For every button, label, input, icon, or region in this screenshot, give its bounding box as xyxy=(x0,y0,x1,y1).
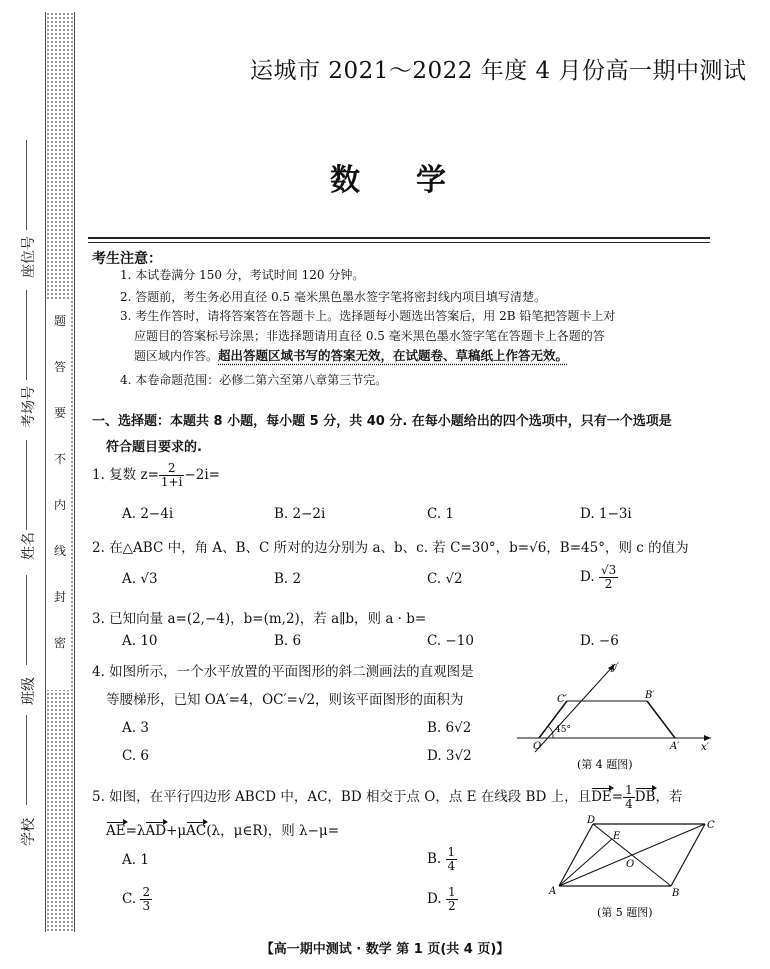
q4-option-d: D. 3√2 xyxy=(427,748,472,764)
class-line xyxy=(26,575,27,665)
option-label: B. xyxy=(427,851,446,867)
question-5-stem-2 xyxy=(106,819,339,839)
option-value: √2 xyxy=(445,571,463,587)
q5-option-a: A. 1 xyxy=(122,852,149,868)
seal-char: 线 xyxy=(53,544,66,558)
q3-option-b: B. 6 xyxy=(274,633,302,649)
frac-num: 2 xyxy=(159,462,185,476)
seat-number-label: 座位号 xyxy=(21,236,37,278)
frac-num: 1 xyxy=(447,885,456,899)
school-line xyxy=(26,715,27,805)
question-3-stem: 3. 已知向量 a=(2,−4)，b=(m,2)，若 a∥b，则 a · b= xyxy=(92,611,427,627)
frac-den: 2 xyxy=(447,899,456,913)
section-heading-line: 一、选择题：本题共 8 小题，每小题 5 分，共 40 分. 在每小题给出的四个选项中，只有一个选项是 xyxy=(92,414,672,429)
seal-char: 不 xyxy=(53,452,66,466)
fig5-label-o: O xyxy=(626,859,635,870)
seal-char: 要 xyxy=(53,406,66,420)
q1-stem-text: −2i= xyxy=(184,467,220,483)
q1-option-b: B. 2−2i xyxy=(274,506,326,522)
q3-option-d: D. −6 xyxy=(580,633,619,649)
q3-option-c: C. −10 xyxy=(427,633,474,649)
notice-text: 题区域内作答。 xyxy=(134,349,219,363)
q5-d-fraction xyxy=(446,886,458,913)
vector-db: DB xyxy=(634,789,656,805)
q5-eq: = xyxy=(611,789,624,805)
frac-den: 4 xyxy=(625,797,633,811)
q1-option-a: A. 2−4i xyxy=(122,506,174,522)
q5-stem-text: ，若 xyxy=(655,789,683,805)
fig4-angle: 45° xyxy=(555,725,571,735)
exam-room-label: 考场号 xyxy=(21,386,37,428)
frac-den: 3 xyxy=(142,899,151,913)
q3-option-a: A. 10 xyxy=(122,633,158,649)
notice-emphasis: 超出答题区域书写的答案无效，在试题卷、草稿纸上作答无效。 xyxy=(218,348,569,363)
fig4-caption: (第 4 题图) xyxy=(577,758,633,771)
notice-title: 考生注意： xyxy=(92,251,162,267)
q5-fraction xyxy=(623,784,635,811)
fig4-label-a: A′ xyxy=(670,741,680,752)
option-label: C. xyxy=(122,891,141,907)
fig4-label-b: B′ xyxy=(645,690,655,701)
header-rule xyxy=(88,237,710,239)
frac-den: 4 xyxy=(447,859,456,873)
vector-ac: AC xyxy=(186,823,207,839)
fig5-label-d: D xyxy=(587,815,596,826)
option-label: D. xyxy=(580,569,599,585)
fig5-label-b: B xyxy=(672,888,680,899)
page-footer: 【高一期中测试 · 数学 第 1 页(共 4 页)】 xyxy=(260,942,510,957)
seal-char: 题 xyxy=(53,314,66,328)
notice-item xyxy=(134,347,714,365)
q2-option-b: B. 2 xyxy=(274,571,302,587)
q1-option-c: C. 1 xyxy=(427,506,455,522)
q1-stem-text: 1. 复数 z= xyxy=(92,467,159,483)
seal-char: 内 xyxy=(53,498,66,512)
notice-item: 3. 考生作答时，请将答案答在答题卡上。选择题每小题选出答案后，用 2B 铅笔把答题卡上对 xyxy=(120,309,616,323)
q5-option-d xyxy=(427,886,458,913)
name-label: 姓名 xyxy=(21,532,37,560)
q1-fraction xyxy=(159,462,185,489)
frac-num: 2 xyxy=(142,885,151,899)
fig4-label-y: y′ xyxy=(611,662,619,673)
q5-stem-text: 5. 如图，在平行四边形 ABCD 中，AC，BD 相交于点 O，点 E 在线段 BD 上，且 xyxy=(92,789,592,805)
fig4-label-x: x′ xyxy=(701,742,709,753)
frac-den: 1+i xyxy=(160,475,183,489)
fig5-label-a: A xyxy=(549,886,557,897)
q5-b-fraction xyxy=(446,846,458,873)
seat-number-line xyxy=(26,140,27,230)
subject-title: 数学 xyxy=(330,163,502,198)
fig5-label-e: E xyxy=(613,831,621,842)
q5-stem-text: (λ，μ∈R)，则 λ−μ= xyxy=(206,823,340,839)
fig5-label-c: C xyxy=(707,820,715,831)
q4-figure xyxy=(515,658,715,773)
q4-option-a: A. 3 xyxy=(122,720,149,736)
vector-ad: AD xyxy=(145,823,167,839)
q2-option-c xyxy=(427,571,463,587)
section-heading xyxy=(92,409,716,461)
option-value: √3 xyxy=(140,571,158,587)
q2-d-fraction xyxy=(599,564,618,591)
header-rule-thin xyxy=(88,242,710,243)
q5-option-c xyxy=(122,886,152,913)
name-line xyxy=(26,440,27,530)
school-label: 学校 xyxy=(21,818,37,846)
vector-ae: AE xyxy=(106,823,126,839)
frac-den: 2 xyxy=(604,577,613,591)
notice-item: 应题目的答案标号涂黑；非选择题请用直径 0.5 毫米黑色墨水签字笔在答题卡上各题的答 xyxy=(134,329,605,343)
frac-num: 1 xyxy=(625,783,633,797)
question-1-stem xyxy=(92,462,220,489)
notice-item: 1. 本试卷满分 150 分，考试时间 120 分钟。 xyxy=(120,268,365,282)
question-4-stem: 等腰梯形，已知 OA′=4，OC′=√2，则该平面图形的面积为 xyxy=(106,692,464,708)
option-label: A. xyxy=(122,571,141,587)
section-heading-line: 符合题目要求的. xyxy=(106,440,202,455)
option-label: D. xyxy=(427,891,446,907)
q5-eq: =λ xyxy=(125,823,146,839)
class-label: 班级 xyxy=(21,677,37,705)
q5-figure xyxy=(545,812,720,920)
seal-char: 封 xyxy=(53,590,66,604)
exam-room-line xyxy=(26,290,27,380)
question-2-stem: 2. 在△ABC 中，角 A、B、C 所对的边分别为 a、b、c. 若 C=30°，b=√6，B=45°，则 c 的值为 xyxy=(92,540,689,556)
question-5-stem xyxy=(92,784,716,811)
option-label: C. xyxy=(427,571,446,587)
q4-option-b: B. 6√2 xyxy=(427,720,472,736)
frac-num: √3 xyxy=(600,563,617,577)
fig4-label-c: C′ xyxy=(557,694,567,705)
q5-c-fraction xyxy=(140,886,152,913)
q5-eq: +μ xyxy=(166,823,187,839)
fig4-label-o: O xyxy=(533,741,542,752)
q5-option-b xyxy=(427,846,457,873)
frac-num: 1 xyxy=(447,845,456,859)
fig5-caption: (第 5 题图) xyxy=(597,906,653,919)
notice-item: 4. 本卷命题范围：必修二第六至第八章第三节完。 xyxy=(120,373,388,387)
exam-title: 运城市 2021～2022 年度 4 月份高一期中测试 xyxy=(250,58,747,84)
notice-item: 2. 答题前，考生务必用直径 0.5 毫米黑色墨水签字笔将密封线内项目填写清楚。 xyxy=(120,290,546,304)
seal-char: 答 xyxy=(53,360,66,374)
q4-option-c: C. 6 xyxy=(122,748,150,764)
q1-option-d: D. 1−3i xyxy=(580,506,632,522)
q2-option-d xyxy=(580,564,618,591)
q2-option-a xyxy=(122,571,158,587)
vector-de: DE xyxy=(591,789,612,805)
seal-char: 密 xyxy=(53,636,66,650)
question-4-stem: 4. 如图所示，一个水平放置的平面图形的斜二测画法的直观图是 xyxy=(92,664,474,680)
